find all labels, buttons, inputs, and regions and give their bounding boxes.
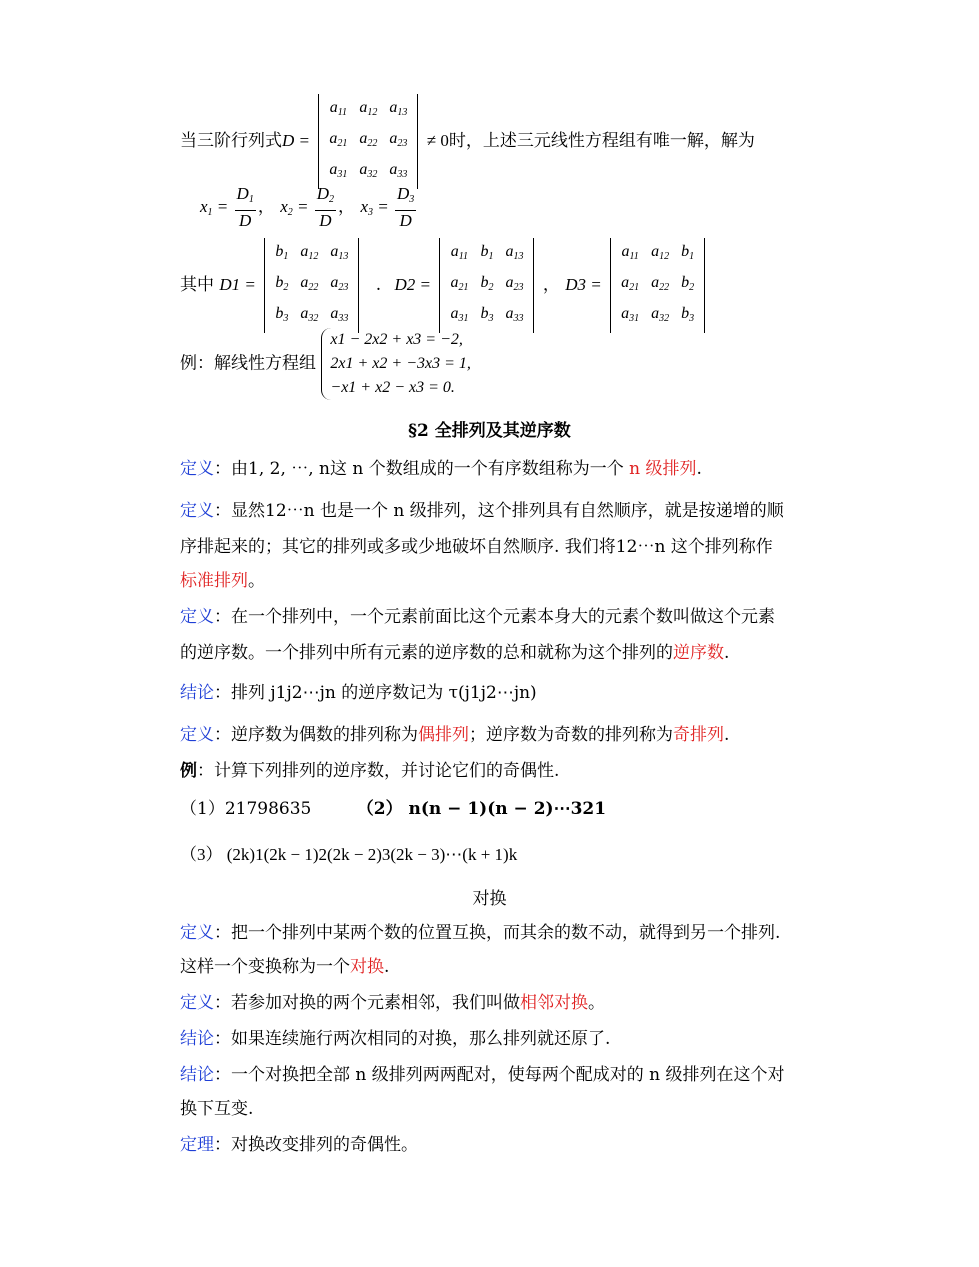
cramer-intro: 当三阶行列式D = $a_{11}$ $a_{12}$ $a_{13}$ $a_{21}$ $a_{22}$ $a_{23}$ $a_{31}$ $a_{32}$ $a_{33}$ ≠ 0时，上述三元线性方程组有唯一解，解为 [180,94,755,189]
det-entry: $a_{22}$ [359,130,378,149]
solution-item: $x_1$ = $\frac{D_1}{D}$ ， [200,184,281,230]
subtitle-swap: 对换 [472,889,507,909]
det-entry: $a_{23}$ [505,274,524,293]
det-entry: $a_{11}$ [329,99,348,118]
solution-item: $x_3$ = $\frac{D_3}{D}$ [360,184,415,230]
solution-list [200,184,418,230]
det-entry: $a_{13}$ [505,243,524,262]
det-entry: $a_{11}$ [450,243,469,262]
det-entry: $a_{13}$ [330,243,349,262]
det-row [615,270,700,301]
det-entry: $a_{22}$ [651,274,670,293]
det-entry: $a_{32}$ [300,305,319,324]
det-entry: $b_1$ [681,243,695,262]
det-entry: $a_{23}$ [389,130,408,149]
def4: 定义：逆序数为偶数的排列称为偶排列；逆序数为奇数的排列称为奇排列. [180,725,730,745]
det-entry: $a_{32}$ [651,305,670,324]
exercises-row1: （1）21798635 （2） n(n − 1)(n − 2)⋯321 [180,799,607,819]
det-entry: $a_{12}$ [651,243,670,262]
example-system: 例：解线性方程组 x1 − 2x2 + x3 = −2, 2x1 + x2 + −3x3 = 1, −x1 + x2 − x3 = 0. [180,328,471,400]
det-entry: $b_3$ [681,305,695,324]
det-row [323,95,413,126]
det-row [444,239,529,270]
det-entry: $a_{11}$ [621,243,639,262]
determinant-D1 [264,238,359,333]
equation: −x1 + x2 − x3 = 0. [330,379,455,396]
det-entry: $b_2$ [275,274,289,293]
concl2: 结论：如果连续施行两次相同的对换，那么排列就还原了. [180,1029,611,1049]
def5-line1: 定义：把一个排列中某两个数的位置互换，而其余的数不动，就得到另一个排列. [180,923,781,943]
det-row [269,270,354,301]
theorem: 定理：对换改变排列的奇偶性。 [180,1135,418,1155]
det-entry: $a_{33}$ [389,161,408,180]
det-row [615,239,700,270]
det-entry: $a_{12}$ [359,99,378,118]
det-entry: $a_{22}$ [300,274,319,293]
det-entry: $a_{21}$ [450,274,469,293]
det-entry: $a_{12}$ [300,243,319,262]
det-entry: $a_{23}$ [330,274,349,293]
determinant-D2 [439,238,534,333]
determinant-D [318,94,418,189]
exercise-3: （3） (2k)1(2k − 1)2(2k − 2)3(2k − 3)⋯(k + 1)k [180,845,518,864]
cramer-where: 其中 D1 = $b_1$ $a_{12}$ $a_{13}$ $b_2$ $a_{22}$ $a_{23}$ $b_3$ $a_{32}$ $a_{33}$ . D2 = $a_{11}$ $b_1$ $a_{13}$ $a_{21}$ $b_2$ $a_{23}$ $a_{31}$ $b_3$ $a_{33}$ ， D3 = $a_{11}$ $a_{12}$ $b_1$ $a_{21}$ $a_{22}$ $b_2$ $a_{31}$ $a_{32}$ $b_3$ [180,238,708,333]
det-entry: $a_{21}$ [329,130,348,149]
def2-line3: 标准排列。 [180,571,265,591]
concl3-line1: 结论：一个对换把全部 n 级排列两两配对，使每两个配成对的 n 级排列在这个对 [180,1065,785,1085]
def2-line1: 定义：显然12⋯n 也是一个 n 级排列，这个排列具有自然顺序，就是按递增的顺 [180,501,784,521]
det-entry: $a_{31}$ [621,305,640,324]
det-entry: $a_{33}$ [330,305,349,324]
det-row [323,126,413,157]
def1: 定义：由1, 2, ⋯, n这 n 个数组成的一个有序数组称为一个 n 级排列. [180,459,702,479]
def6: 定义：若参加对换的两个元素相邻，我们叫做相邻对换。 [180,993,605,1013]
det-entry: $b_2$ [480,274,494,293]
section-title: §2 全排列及其逆序数 [408,421,571,441]
equation-system [321,328,471,400]
example2: 例：计算下列排列的逆序数，并讨论它们的奇偶性. [180,761,560,781]
cramer-solutions [200,184,418,231]
concl3-line2: 换下互变. [180,1099,254,1119]
det-row [444,270,529,301]
det-entry: $a_{33}$ [505,305,524,324]
def5-line2: 这样一个变换称为一个对换. [180,957,390,977]
det-entry: $b_1$ [480,243,494,262]
def3-line2: 的逆序数。一个排列中所有元素的逆序数的总和就称为这个排列的逆序数. [180,643,730,663]
def2-line2: 序排起来的；其它的排列或多或少地破坏自然顺序. 我们将12⋯n 这个排列称作 [180,537,773,557]
det-entry: $b_3$ [480,305,494,324]
det-entry: $a_{31}$ [450,305,469,324]
determinant-D3 [610,238,705,333]
det-entry: $b_1$ [275,243,289,262]
solution-item: $x_2$ = $\frac{D_2}{D}$ ， [280,184,361,230]
det-entry: $a_{21}$ [621,274,640,293]
det-entry: $b_3$ [275,305,289,324]
det-entry: $a_{31}$ [329,161,348,180]
equation: 2x1 + x2 + −3x3 = 1, [330,355,471,372]
det-entry: $b_2$ [681,274,695,293]
equation: x1 − 2x2 + x3 = −2, [330,331,463,348]
det-row [269,239,354,270]
def3-line1: 定义：在一个排列中，一个元素前面比这个元素本身大的元素个数叫做这个元素 [180,607,775,627]
det-entry: $a_{32}$ [359,161,378,180]
det-row [615,301,700,332]
concl1: 结论：排列 j1j2⋯jn 的逆序数记为 τ(j1j2⋯jn) [180,683,537,703]
det-entry: $a_{13}$ [389,99,408,118]
